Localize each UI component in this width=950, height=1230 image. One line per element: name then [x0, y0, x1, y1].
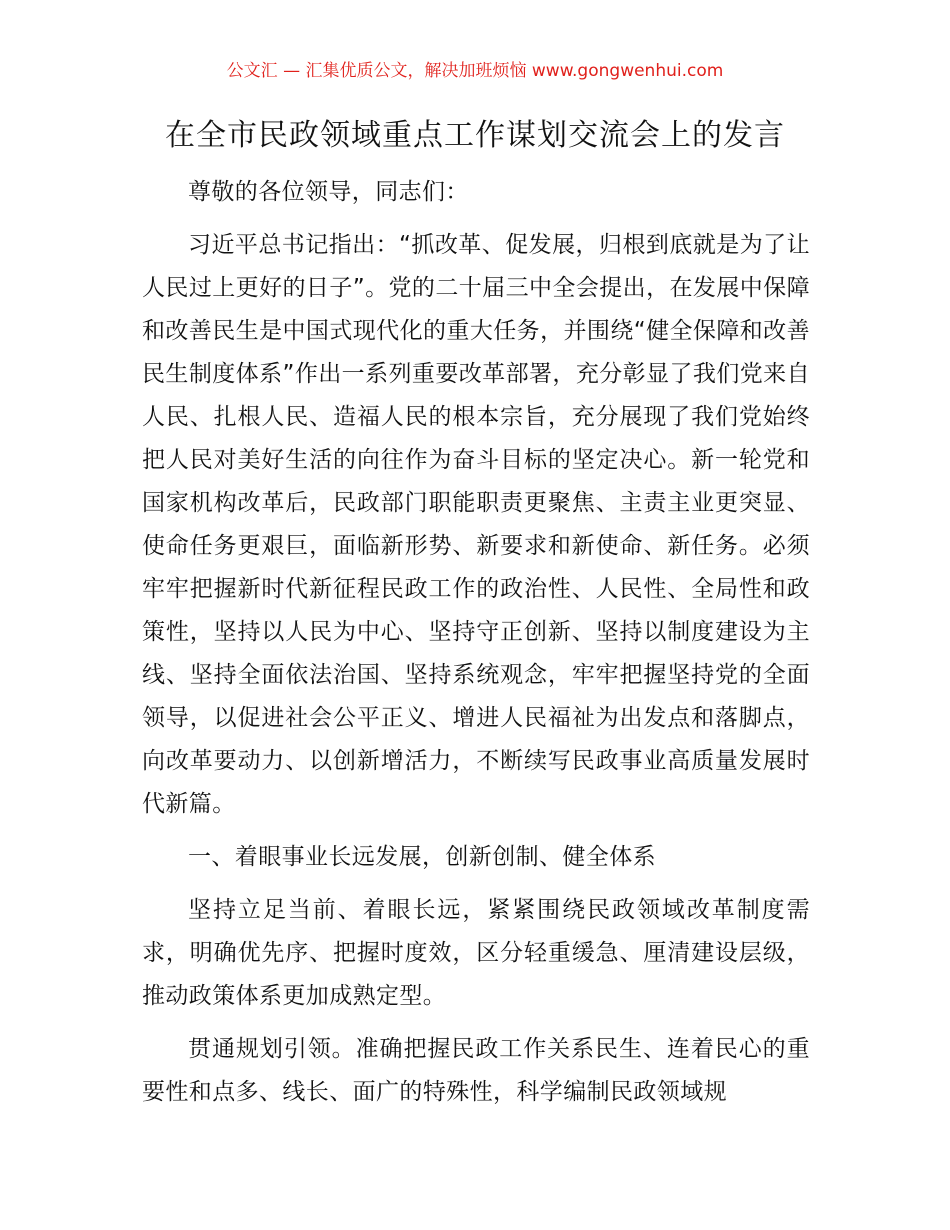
document-body [142, 171, 810, 1114]
section-heading: 一、着眼事业长远发展，创新创制、健全体系 [188, 844, 656, 870]
subsection-paragraph: 贯通规划引领。准确把握民政工作关系民生、连着民心的重要性和点多、线长、面广的特殊性，科学编制民政领域规 [142, 1036, 810, 1105]
intro-paragraph: 习近平总书记指出：“抓改革、促发展，归根到底就是为了让人民过上更好的日子”。党的二十届三中全会提出，在发展中保障和改善民生是中国式现代化的重大任务，并围绕“健全保障和改善民生制度体系”作出一系列重要改革部署，充分彰显了我们党来自人民、扎根人民、造福人民的根本宗旨，充分展现了我们党始终把人民对美好生活的向往作为奋斗目标的坚定决心。新一轮党和国家机构改革后，民政部门职能职责更聚焦、主责主业更突显、使命任务更艰巨，面临新形势、新要求和新使命、新任务。必须牢牢把握新时代新征程民政工作的政治性、人民性、全局性和政策性，坚持以人民为中心、坚持守正创新、坚持以制度建设为主线、坚持全面依法治国、坚持系统观念，牢牢把握坚持党的全面领导，以促进社会公平正义、增进人民福祉为出发点和落脚点，向改革要动力、以创新增活力，不断续写民政事业高质量发展时代新篇。 [142, 232, 810, 817]
salutation-paragraph: 尊敬的各位领导，同志们： [188, 179, 469, 205]
document-title: 在全市民政领域重点工作谋划交流会上的发言 [165, 118, 785, 153]
watermark-header: 公文汇 — 汇集优质公文，解决加班烦恼 www.gongwenhui.com [226, 61, 724, 81]
section-paragraph: 坚持立足当前、着眼长远，紧紧围绕民政领域改革制度需求，明确优先序、把握时度效，区分轻重缓急、厘清建设层级，推动政策体系更加成熟定型。 [142, 897, 810, 1009]
